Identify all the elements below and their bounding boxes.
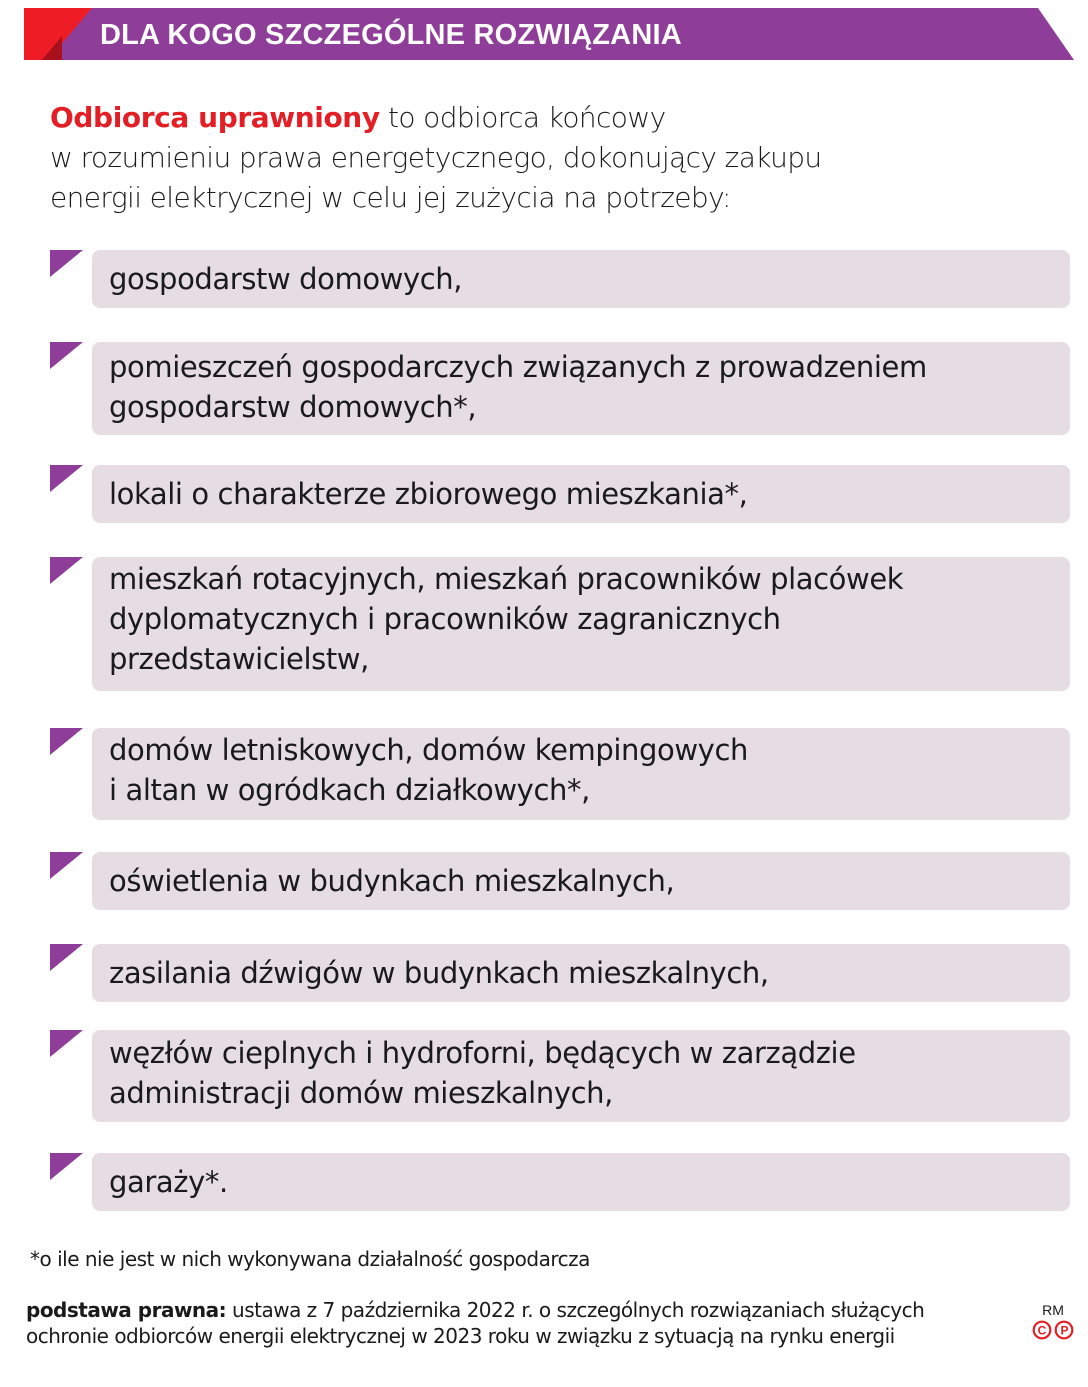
list-item bbox=[50, 557, 1070, 691]
list-item-box: węzłów cieplnych i hydroforni, będących w zarządzie administracji domów mieszkalnych, bbox=[92, 1030, 1070, 1122]
author-initials: RM bbox=[1042, 1302, 1064, 1318]
phonogram-icon bbox=[1054, 1320, 1074, 1340]
triangle-bullet-icon bbox=[50, 250, 83, 277]
triangle-bullet-icon bbox=[50, 728, 83, 755]
triangle-bullet-icon bbox=[50, 944, 83, 971]
intro-line-2: w rozumieniu prawa energetycznego, dokonujący zakupu bbox=[50, 141, 822, 174]
list-item-box: domów letniskowych, domów kempingowych i altan w ogródkach działkowych*, bbox=[92, 728, 1070, 820]
credit bbox=[1028, 1302, 1078, 1340]
list-item-box: zasilania dźwigów w budynkach mieszkalnych, bbox=[92, 944, 1070, 1002]
legal-basis-label: podstawa prawna: bbox=[26, 1298, 227, 1322]
footnote: *o ile nie jest w nich wykonywana działalność gospodarcza bbox=[30, 1247, 590, 1271]
svg-text:C: C bbox=[1037, 1323, 1047, 1338]
triangle-bullet-icon bbox=[50, 1153, 83, 1180]
triangle-bullet-icon bbox=[50, 342, 83, 369]
list-item bbox=[50, 1030, 1070, 1122]
intro-line-1: Odbiorca uprawniony to odbiorca końcowy bbox=[50, 101, 666, 134]
svg-text:P: P bbox=[1060, 1323, 1069, 1338]
triangle-bullet-icon bbox=[50, 852, 83, 879]
intro-line-3: energii elektrycznej w celu jej zużycia na potrzeby: bbox=[50, 181, 731, 214]
list-item bbox=[50, 1153, 1070, 1211]
list-item-box: garaży*. bbox=[92, 1153, 1070, 1211]
list-item bbox=[50, 465, 1070, 523]
list-item-box: oświetlenia w budynkach mieszkalnych, bbox=[92, 852, 1070, 910]
list-item-box: pomieszczeń gospodarczych związanych z prowadzeniem gospodarstw domowych*, bbox=[92, 342, 1070, 435]
triangle-bullet-icon bbox=[50, 465, 83, 492]
list-item bbox=[50, 342, 1070, 435]
copyright-icon bbox=[1032, 1320, 1052, 1340]
list-item bbox=[50, 250, 1070, 308]
list-item-box: mieszkań rotacyjnych, mieszkań pracowników placówek dyplomatycznych i pracowników zagranicznych przedstawicielstw, bbox=[92, 557, 1070, 691]
list-item-box: gospodarstw domowych, bbox=[92, 250, 1070, 308]
list-item bbox=[50, 944, 1070, 1002]
list-item bbox=[50, 852, 1070, 910]
header-banner bbox=[24, 8, 1074, 60]
list-item-box: lokali o charakterze zbiorowego mieszkania*, bbox=[92, 465, 1070, 523]
legal-basis: podstawa prawna: ustawa z 7 października 2022 r. o szczególnych rozwiązaniach służących ochronie odbiorców energii elektrycznej w 2023 roku w związku z sytuacją na rynku energii bbox=[26, 1298, 925, 1348]
intro-paragraph bbox=[50, 98, 950, 218]
header-title: DLA KOGO SZCZEGÓLNE ROZWIĄZANIA bbox=[100, 19, 682, 51]
intro-lead-term: Odbiorca uprawniony bbox=[50, 101, 380, 134]
triangle-bullet-icon bbox=[50, 557, 83, 584]
triangle-bullet-icon bbox=[50, 1030, 83, 1057]
list-item bbox=[50, 728, 1070, 820]
